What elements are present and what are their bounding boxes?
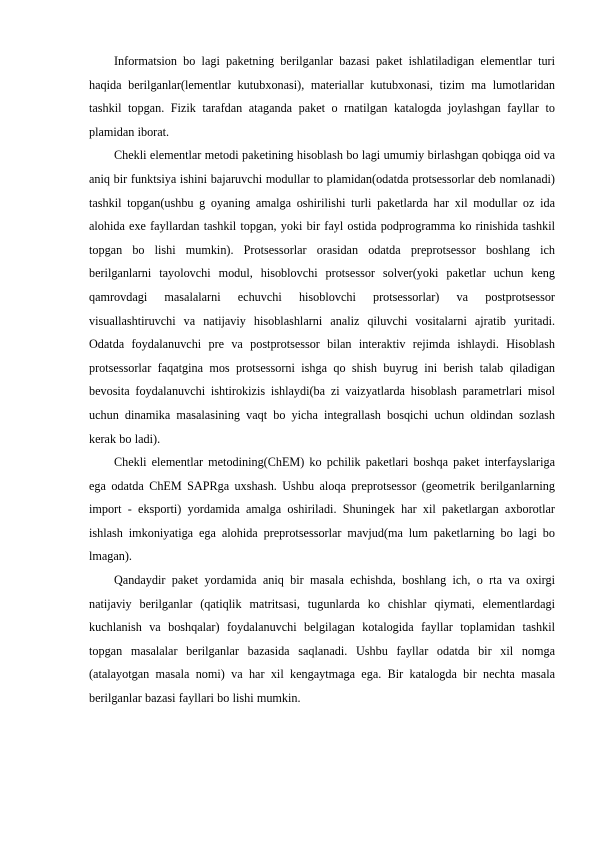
paragraph-info-part: Informatsion bo lagi paketning berilganlar bazasi paket ishlatiladigan elementlar turi haqida berilganlar(lementlar kutubxonasi), materiallar kutubxonasi, tizim ma lumotlaridan tashkil topgan. Fizik tarafdan ataganda paket o rnatilgan katalogda joylashgan fayllar to plamidan iborat. [89, 54, 555, 139]
paragraph-computing-part: Chekli elementlar metodi paketining hisoblash bo lagi umumiy birlashgan qobiqga oid va aniq bir funktsiya ishini bajaruvchi modullar to plamidan(odatda protsessorlar deb nomlanadi) tashkil topgan(ushbu g oyaning amalga oshirilishi turli paketlarda har xil modullar oz ida alohida exe fayllardan tashkil topgan, yoki bir fayl ostida podprogramma ko rinishida tashkil topgan bo lishi mumkin). Protsessorlar orasidan odatda preprotsessor boshlang ich berilganlarni tayolovchi modul, hisoblovchi protsessor solver(yoki paketlar uchun keng qamrovdagi masalalarni echuvchi hisoblovchi protsessorlar) va postprotsessor visuallashtiruvchi va natijaviy hisoblashlarni analiz qiluvchi vositalarni ajratib yuritadi. Odatda foydalanuvchi pre va postprotsessor bilan interaktiv rejimda ishlaydi. Hisoblash protsessorlar faqatgina mos protsessorni ishga qo shish buyrug ini berish talab qiladigan bevosita foydalanuvchi ishtirokizis ishlaydi(ba zi vaizyatlarda hisoblash parametrlari misol uchun dinamika masalasining vaqt bo yicha integrallash bosqichi uchun oldindan sozlash kerak bo ladi). [89, 148, 555, 446]
document-page [89, 50, 555, 711]
paragraph-database: Qandaydir paket yordamida aniq bir masala echishda, boshlang ich, o rta va oxirgi natijaviy berilganlar (qatiqlik matritsasi, tugunlarda ko chishlar qiymati, elementlardagi kuchlanish va boshqalar) foydalanuvchi belgilagan kotalogida fayllar toplamidan tashkil topgan masalalar berilganlar bazasida saqlanadi. Ushbu fayllar odatda bir xil nomga (atalayotgan masala nomi) va har xil kengaytmaga ega. Bir katalogda bir nechta masala berilganlar bazasi fayllari bo lishi mumkin. [89, 573, 555, 706]
paragraph-interfaces: Chekli elementlar metodining(ChEM) ko pchilik paketlari boshqa paket interfayslariga ega odatda ChEM SAPRga uxshash. Ushbu aloqa preprotsessor (geometrik berilganlarning import - eksporti) yordamida amalga oshiriladi. Shuningek har xil paketlargan axborotlar ishlash imkoniyatiga ega alohida preprotsessorlar mavjud(ma lum paketlarning bo lagi bo lmagan). [89, 455, 555, 564]
